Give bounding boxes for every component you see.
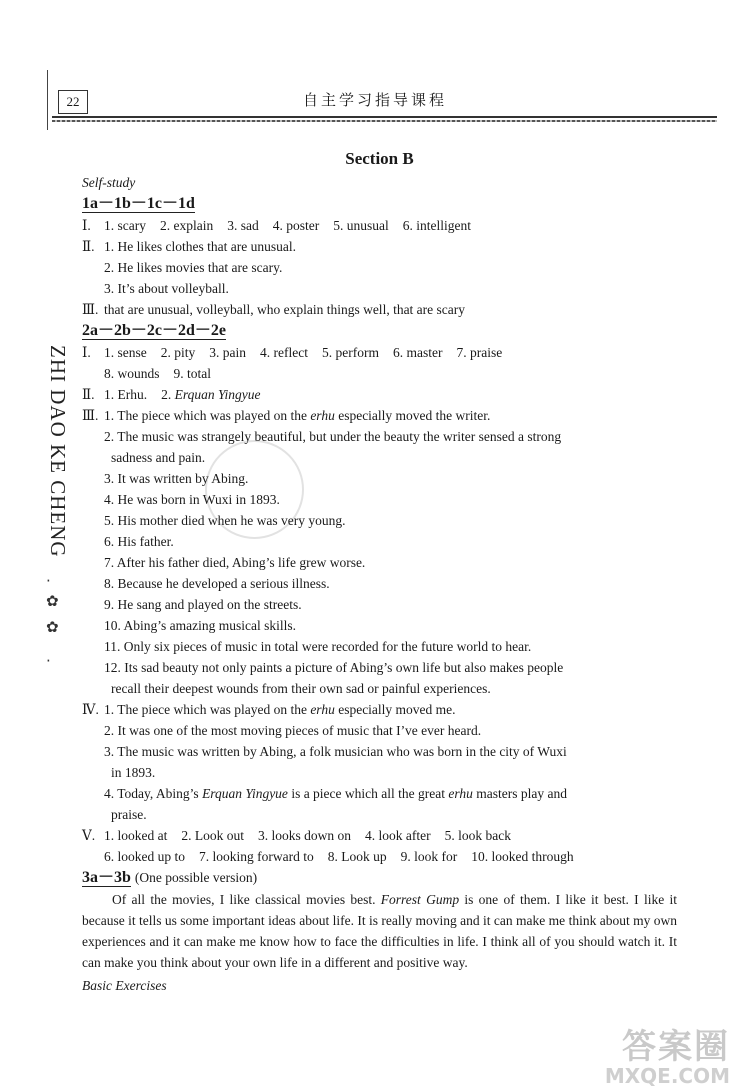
- answer-row: 3. It’s about volleyball.: [104, 281, 229, 296]
- answer-row: Ⅰ. 1. scary 2. explain 3. sad 4. poster 5. unusual 6. intelligent: [82, 218, 471, 233]
- answer-row: 10. Abing’s amazing musical skills.: [104, 618, 296, 633]
- section-title: Section B: [345, 149, 414, 168]
- subsection-label: Self-study: [82, 175, 136, 190]
- side-vertical-text: ZHI DAO KE CHENG: [46, 345, 70, 558]
- side-ornament: ✿: [46, 592, 59, 610]
- side-ornament: ·: [46, 652, 51, 670]
- answer-row: 3. The music was written by Abing, a folk musician who was born in the city of Wuxi: [104, 744, 567, 759]
- answer-row: 2. It was one of the most moving pieces of music that I’ve ever heard.: [104, 723, 482, 738]
- answer-row: Ⅲ. that are unusual, volleyball, who explain things well, that are scary: [82, 302, 466, 317]
- answer-row: 6. His father.: [104, 534, 174, 549]
- answer-row: 6. looked up to 7. looking forward to 8. Look up 9. look for 10. looked through: [104, 849, 574, 864]
- exercise-heading: 2a－2b－2c－2d－2e: [82, 322, 227, 339]
- model-essay: Of all the movies, I like classical movies best. Forrest Gump is one of them. I like it best. I like it because it tells us some important ideas about life. It is really moving and it can make me think about my own experiences and it can make me know how to face the difficulties in life. I think all of you should watch it. It can make you think about your own life in a different and positive way.: [82, 892, 677, 970]
- exercise-heading: 3a－3b (One possible version): [82, 869, 258, 886]
- answer-row: Ⅴ. 1. looked at 2. Look out 3. looks down on 4. look after 5. look back: [82, 828, 511, 843]
- side-ornament: ·: [46, 572, 51, 590]
- exercise-heading: 1a－1b－1c－1d: [82, 195, 195, 212]
- answer-row: 8. wounds 9. total: [104, 366, 212, 381]
- answer-row: Ⅱ. 1. Erhu. 2. Erquan Yingyue: [82, 387, 261, 402]
- answer-row: 2. The music was strangely beautiful, but under the beauty the writer sensed a strong: [104, 429, 562, 444]
- watermark-site: MXQE.COM: [604, 1064, 730, 1088]
- answer-row: sadness and pain.: [111, 450, 206, 465]
- answer-row: praise.: [111, 807, 147, 822]
- header-rule: [52, 116, 717, 118]
- side-ornament: ✿: [46, 618, 59, 636]
- watermark-logo: 答案圈: [622, 1027, 730, 1067]
- answer-row: 7. After his father died, Abing’s life grew worse.: [104, 555, 366, 570]
- answer-row: 8. Because he developed a serious illness.: [104, 576, 330, 591]
- answer-row: Ⅰ. 1. sense 2. pity 3. pain 4. reflect 5. perform 6. master 7. praise: [82, 345, 503, 360]
- answer-row: 2. He likes movies that are scary.: [104, 260, 283, 275]
- answer-row: 3. It was written by Abing.: [104, 471, 249, 486]
- subsection-label: Basic Exercises: [82, 978, 167, 993]
- answer-row: 11. Only six pieces of music in total were recorded for the future world to hear.: [104, 639, 532, 654]
- page-number: 22: [58, 90, 88, 114]
- answer-row: 4. Today, Abing’s Erquan Yingyue is a piece which all the great erhu masters play and: [104, 786, 567, 801]
- answer-row: 5. His mother died when he was very young.: [104, 513, 346, 528]
- answer-row: 12. Its sad beauty not only paints a picture of Abing’s own life but also makes people: [104, 660, 564, 675]
- header-dotted-rule: [52, 120, 717, 122]
- answer-row: 4. He was born in Wuxi in 1893.: [104, 492, 280, 507]
- answer-row: Ⅱ. 1. He likes clothes that are unusual.: [82, 239, 296, 254]
- running-header-title: 自主学习指导课程: [302, 91, 447, 109]
- answer-content: [82, 146, 677, 996]
- answer-row: 9. He sang and played on the streets.: [104, 597, 302, 612]
- answer-row: recall their deepest wounds from their own sad or painful experiences.: [111, 681, 491, 696]
- answer-row: Ⅳ. 1. The piece which was played on the erhu especially moved me.: [82, 702, 456, 717]
- answer-row: Ⅲ. 1. The piece which was played on the erhu especially moved the writer.: [82, 408, 491, 423]
- answer-row: in 1893.: [111, 765, 156, 780]
